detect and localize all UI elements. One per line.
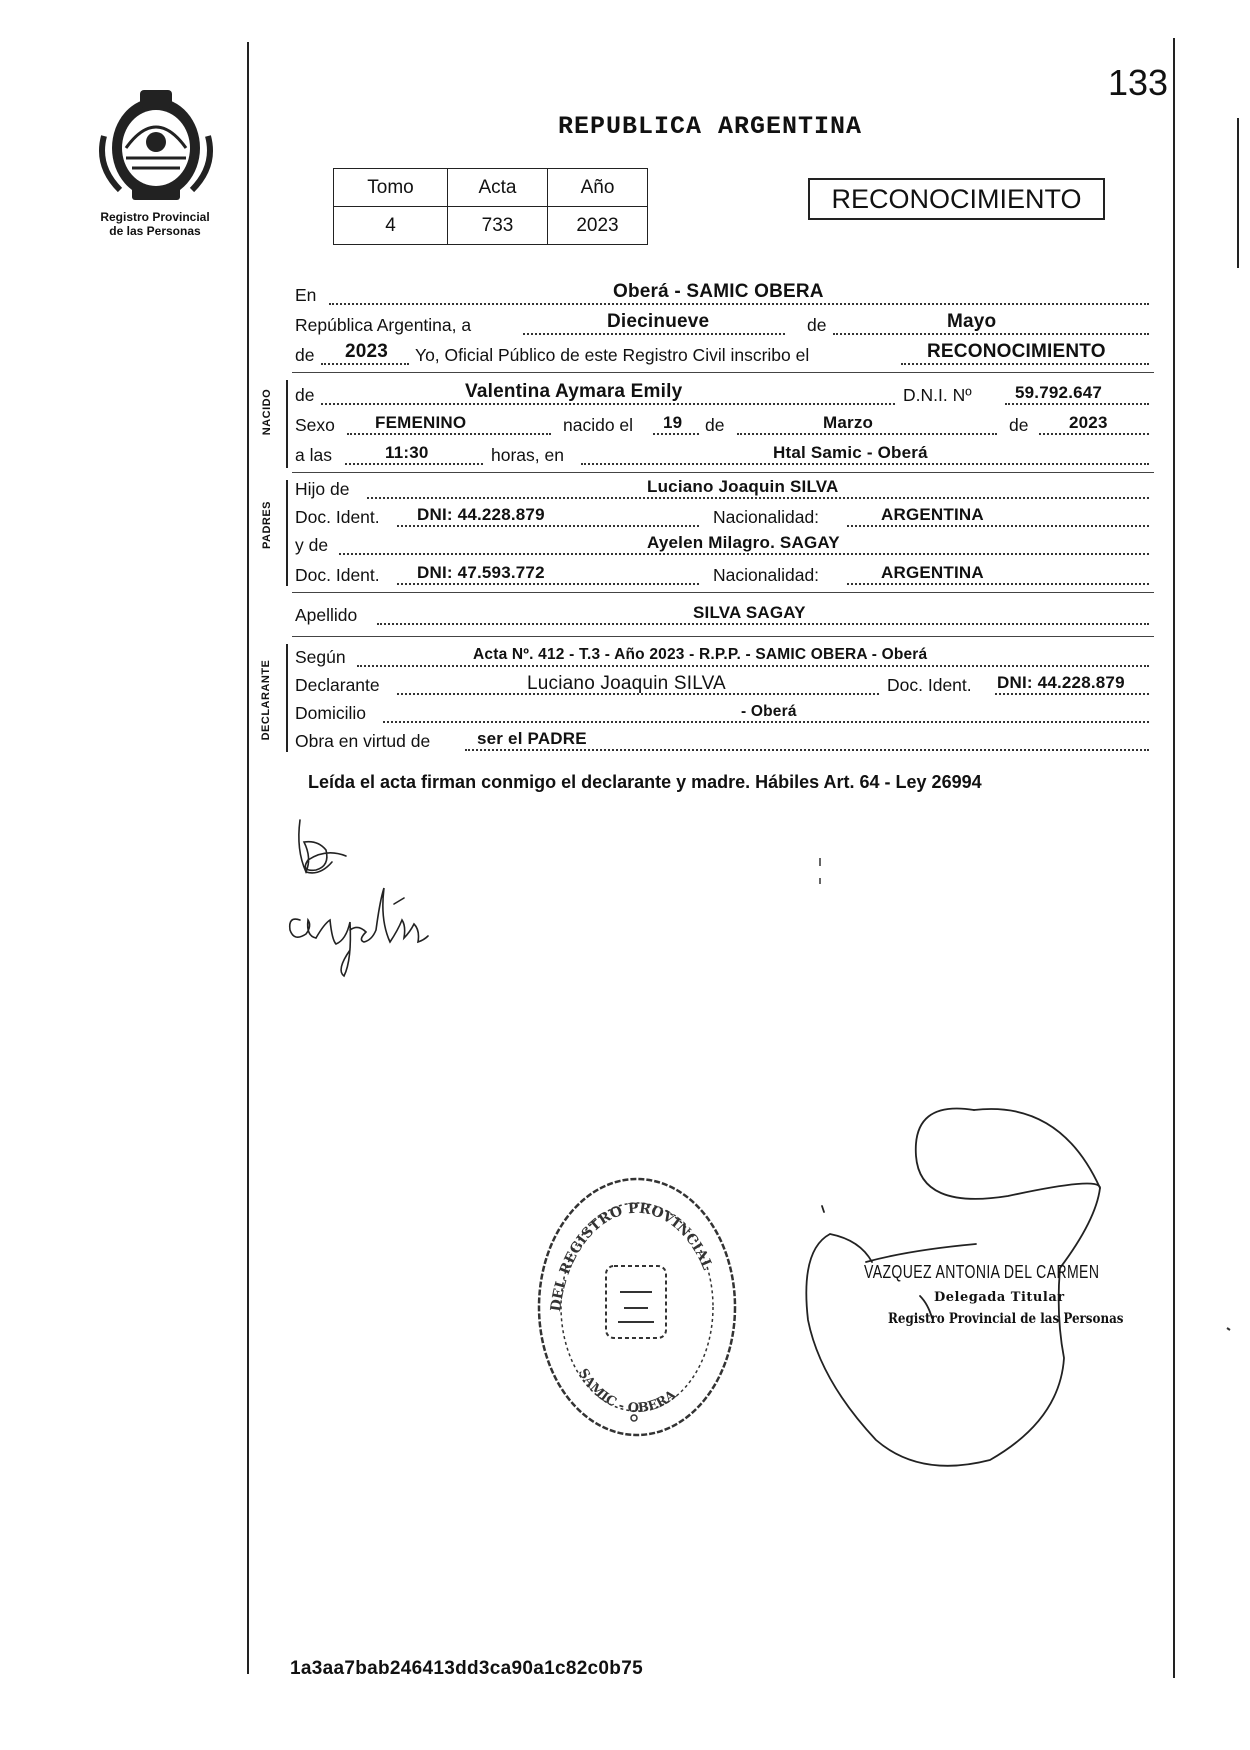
madre-doc-dots [397,583,699,585]
section-divider-1 [292,372,1154,373]
row-apellido [295,603,1153,629]
row-nombre [295,383,1153,409]
domicilio-label: Domicilio [295,703,366,723]
row-obra [295,729,1153,755]
obra-label: Obra en virtud de [295,731,431,751]
side-label-padres: PADRES [261,500,273,550]
anio-de-label: de [295,345,315,365]
left-margin-line [247,42,249,1674]
nac-anio-value: 2023 [1069,413,1108,432]
row-madre-doc [295,563,1153,589]
row-padre [295,477,1153,503]
stamp-text-bottom: SAMIC - OBERA [574,1366,680,1417]
dni-value: 59.792.647 [1015,383,1103,402]
obra-value: ser el PADRE [477,729,587,748]
row-segun [295,645,1153,671]
anio-dots [321,363,409,365]
row-fecha [295,313,1153,339]
register-header-tomo: Tomo [334,169,448,207]
apellido-label: Apellido [295,605,358,625]
register-value-row [334,207,648,245]
dia-value: Diecinueve [607,311,710,332]
lugar-value: Htal Samic - Oberá [773,443,928,462]
en-dots [329,303,1149,305]
madre-value: Ayelen Milagro. SAGAY [647,533,840,552]
sexo-label: Sexo [295,415,335,435]
madre-nac-value: ARGENTINA [881,563,984,582]
nac-de-label-1: de [705,415,725,435]
page-number: 133 [1108,62,1169,103]
declarante-value: Luciano Joaquin SILVA [527,673,726,694]
nacido-label: nacido el [563,415,634,435]
country-title: REPUBLICA ARGENTINA [557,112,863,141]
y-de-label: y de [295,535,329,555]
side-label-declarante: DECLARANTE [260,659,272,741]
padre-nac-dots [847,525,1149,527]
declarante-doc-label: Doc. Ident. [887,675,972,695]
register-value-anio: 2023 [548,207,648,245]
official-name: VAZQUEZ ANTONIA DEL CARMEN [864,1262,1100,1282]
section-divider-3 [292,592,1154,593]
padre-doc-label: Doc. Ident. [295,507,380,527]
register-header-row [334,169,648,207]
document-type-box: RECONOCIMIENTO [808,178,1105,220]
nac-mes-value: Marzo [823,413,874,432]
nac-mes-dots [737,433,997,435]
official-role: Delegada Titular [934,1290,1065,1305]
section-divider-2 [292,472,1154,473]
declarante-bracket [286,644,288,752]
official-signature [806,1108,1100,1465]
domicilio-value: - Oberá [741,703,797,720]
side-label-nacido: NACIDO [261,388,273,436]
mes-value: Mayo [947,311,997,332]
apellido-dots [377,623,1149,625]
nombre-value: Valentina Aymara Emily [465,381,683,402]
row-domicilio [295,701,1153,727]
hijo-de-label: Hijo de [295,479,350,499]
row-declarante [295,673,1153,699]
nac-dia-value: 19 [663,413,683,432]
madre-doc-value: DNI: 47.593.772 [417,563,545,582]
apellido-value: SILVA SAGAY [693,603,806,622]
padre-nac-value: ARGENTINA [881,505,984,524]
nacido-bracket [286,380,288,468]
hora-value: 11:30 [385,443,429,462]
padre-doc-dots [397,525,699,527]
official-stamp [532,1162,742,1440]
register-header-anio: Año [548,169,648,207]
register-table [333,168,648,245]
madre-nac-label: Nacionalidad: [713,565,820,585]
declarante-label: Declarante [295,675,380,695]
document-hash: 1a3aa7bab246413dd3ca90a1c82c0b75 [290,1658,643,1679]
closing-text: Leída el acta firman conmigo el declarante y madre. Hábiles Art. 64 - Ley 26994 [308,772,982,792]
en-value: Oberá - SAMIC OBERA [613,281,824,302]
register-header-acta: Acta [448,169,548,207]
segun-value: Acta Nº. 412 - T.3 - Año 2023 - R.P.P. - SAMIC OBERA - Oberá [473,646,928,663]
en-label: En [295,285,317,305]
section-divider-4 [292,636,1154,637]
row-acto [295,343,1153,369]
coat-of-arms-logo [96,86,216,206]
anio-value: 2023 [345,341,389,362]
republica-label: República Argentina, a [295,315,472,335]
segun-label: Según [295,647,346,667]
register-value-tomo: 4 [334,207,448,245]
svg-text:SAMIC - OBERA [575,1366,680,1416]
padre-dots [367,497,1149,499]
row-sexo [295,413,1153,439]
row-en [295,283,1153,309]
segun-dots [357,665,1149,667]
padre-nac-label: Nacionalidad: [713,507,820,527]
acto-dots [901,363,1149,365]
sexo-dots [347,433,551,435]
nombre-dots [321,403,895,405]
madre-doc-label: Doc. Ident. [295,565,380,585]
padres-bracket [286,480,288,586]
declarante-doc-value: DNI: 44.228.879 [997,673,1125,692]
official-org: Registro Provincial de las Personas [888,1311,1124,1327]
edge-dot [1227,1328,1230,1330]
madre-dots [339,553,1149,555]
logo-caption [70,210,240,238]
svg-text:DEL REGISTRO PROVINCIAL [548,1201,715,1313]
mother-signature [290,888,428,976]
declarante-doc-dots [995,693,1149,695]
dni-label: D.N.I. Nº [903,385,972,405]
row-padre-doc [295,505,1153,531]
nac-anio-dots [1039,433,1149,435]
stamp-text-top: DEL REGISTRO PROVINCIAL [548,1200,716,1313]
row-hora [295,443,1153,469]
hora-dots [345,463,483,465]
right-margin-line [1173,38,1175,1678]
hora-label: a las [295,445,332,465]
acto-value: RECONOCIMIENTO [927,341,1106,362]
obra-dots [465,749,1149,751]
lugar-dots [581,463,1149,465]
declarante-signature [299,820,346,873]
logo-caption-line1: Registro Provincial [100,210,210,224]
nac-de-label-2: de [1009,415,1029,435]
dia-dots [523,333,785,335]
mes-de-label: de [807,315,827,335]
logo-caption-line2: de las Personas [109,224,201,238]
dni-dots [1005,403,1149,405]
nombre-de-label: de [295,385,315,405]
mes-dots [833,333,1149,335]
register-value-acta: 733 [448,207,548,245]
padre-doc-value: DNI: 44.228.879 [417,505,545,524]
padre-value: Luciano Joaquin SILVA [647,477,839,496]
sexo-value: FEMENINO [375,413,467,432]
domicilio-dots [383,721,1149,723]
oficial-text: Yo, Oficial Público de este Registro Civil inscribo el [415,345,810,365]
horas-en-label: horas, en [491,445,564,465]
madre-nac-dots [847,583,1149,585]
nac-dia-dots [653,433,699,435]
row-madre [295,533,1153,559]
